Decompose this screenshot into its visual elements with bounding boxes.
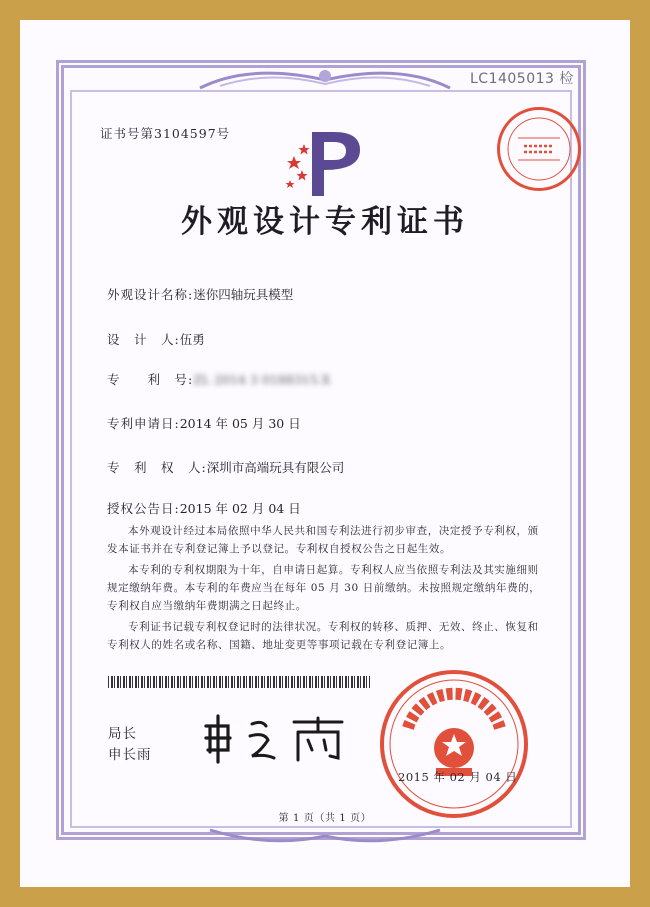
field-filing-date <box>107 414 301 432</box>
field-value: 迷你四轴玩具模型 <box>193 287 294 302</box>
handwritten-note: LC1405013 检 <box>470 71 574 87</box>
field-label: 专 利 号: <box>107 372 194 387</box>
director-name: 申长雨 <box>108 747 152 763</box>
barcode <box>108 676 370 688</box>
field-patent-number <box>107 370 330 388</box>
top-ornament <box>190 58 460 98</box>
certificate-number: 证书号第3104597号 <box>100 126 231 141</box>
state-ip-office-seal-icon <box>378 668 530 820</box>
field-label: 设 计 人: <box>107 332 180 347</box>
field-value: 2014 年 05 月 30 日 <box>179 416 301 431</box>
field-value: 2015 年 02 月 04 日 <box>179 501 301 516</box>
certificate-title: 外观设计专利证书 <box>181 204 469 240</box>
field-value: 伍勇 <box>179 332 205 347</box>
tax-seal-icon <box>500 110 578 188</box>
director-signature <box>202 712 352 764</box>
page-number: 第 1 页（共 1 页） <box>278 813 372 824</box>
field-design-name <box>107 285 293 303</box>
field-designer <box>107 330 205 348</box>
bottom-ornament <box>200 826 450 848</box>
patent-office-logo-icon <box>282 126 366 198</box>
field-value: 深圳市高端玩具有限公司 <box>206 460 345 475</box>
field-grant-date <box>107 499 301 517</box>
field-label: 专利申请日: <box>107 416 180 431</box>
field-label: 专 利 权 人: <box>107 460 207 475</box>
paragraph-term: 本专利的专利权期限为十年，自申请日起算。专利权人应当依照专利法及其实施细则规定缴纳年费。本专利的年费应当在每年 05 月 30 日前缴纳。未按照规定缴纳年费的，专利权自应当缴纳年费期满之日起终止。 <box>107 564 541 612</box>
director-title: 局长 <box>108 726 137 742</box>
paragraph-legal-status: 专利证书记载专利权登记时的法律状况。专利权的转移、质押、无效、终止、恢复和专利权人的姓名或名称、国籍、地址变更等事项记载在专利登记簿上。 <box>107 621 539 651</box>
paragraph-grant: 本外观设计经过本局依照中华人民共和国专利法进行初步审查，决定授予专利权，颁发本证书并在专利登记簿上予以登记。专利权自授权公告之日起生效。 <box>107 525 539 555</box>
field-patentee <box>107 458 344 476</box>
seal-date: 2015 年 02 月 04 日 <box>398 770 518 784</box>
tax-seal-stamp <box>497 107 581 191</box>
field-value: ZL 2014 3 0188315.X <box>193 372 331 387</box>
field-label: 授权公告日: <box>107 501 180 516</box>
field-label: 外观设计名称: <box>107 287 194 302</box>
